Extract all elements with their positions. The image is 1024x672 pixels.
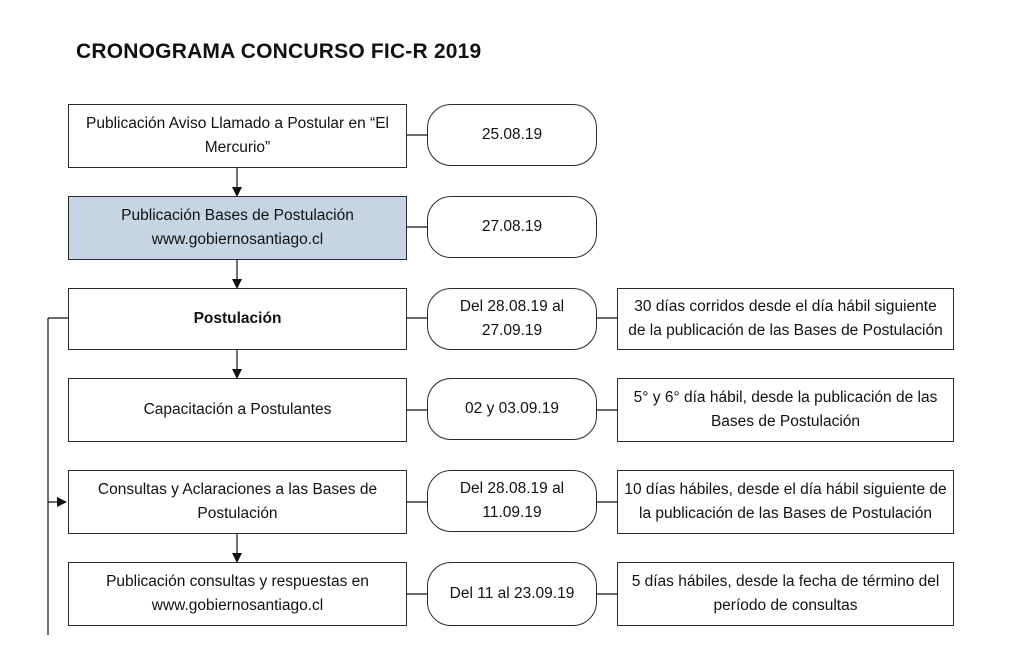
note-box-capacitacion	[617, 378, 954, 442]
step-label: Consultas y Aclaraciones a las Bases de Postulación	[97, 481, 378, 522]
step-box-capacitacion	[68, 378, 407, 442]
step-box-consultas	[68, 470, 407, 534]
date-pill-respuestas	[427, 562, 597, 626]
date-label: Del 28.08.19 al 27.09.19	[459, 298, 565, 339]
date-label: Del 28.08.19 al 11.09.19	[459, 480, 565, 521]
step-box-aviso	[68, 104, 407, 168]
date-pill-bases	[427, 196, 597, 258]
note-label: 30 días corridos desde el día hábil siguiente de la publicación de las Bases de Postulación	[628, 298, 943, 339]
note-box-postulacion	[617, 288, 954, 350]
note-label: 5 días hábiles, desde la fecha de término del período de consultas	[631, 573, 940, 614]
note-box-respuestas	[617, 562, 954, 626]
date-label: 27.08.19	[481, 218, 543, 235]
date-label: Del 11 al 23.09.19	[449, 585, 575, 602]
step-label: Publicación Bases de Postulación www.gobiernosantiago.cl	[121, 207, 354, 248]
date-pill-capacitacion	[427, 378, 597, 440]
step-label: Publicación Aviso Llamado a Postular en “El Mercurio”	[86, 115, 389, 156]
date-label: 02 y 03.09.19	[465, 400, 559, 417]
diagram-title: CRONOGRAMA CONCURSO FIC-R 2019	[76, 40, 482, 63]
note-label: 5° y 6° día hábil, desde la publicación de las Bases de Postulación	[633, 389, 938, 430]
date-pill-aviso	[427, 104, 597, 166]
step-box-bases	[68, 196, 407, 260]
note-label: 10 días hábiles, desde el día hábil siguiente de la publicación de las Bases de Postulación	[624, 481, 947, 522]
step-label: Postulación	[193, 310, 282, 327]
step-box-respuestas	[68, 562, 407, 626]
note-box-consultas	[617, 470, 954, 534]
step-label: Publicación consultas y respuestas en www.gobiernosantiago.cl	[106, 573, 369, 614]
step-label: Capacitación a Postulantes	[143, 401, 332, 418]
step-box-postulacion	[68, 288, 407, 350]
date-label: 25.08.19	[481, 126, 543, 143]
date-pill-consultas	[427, 470, 597, 532]
date-pill-postulacion	[427, 288, 597, 350]
